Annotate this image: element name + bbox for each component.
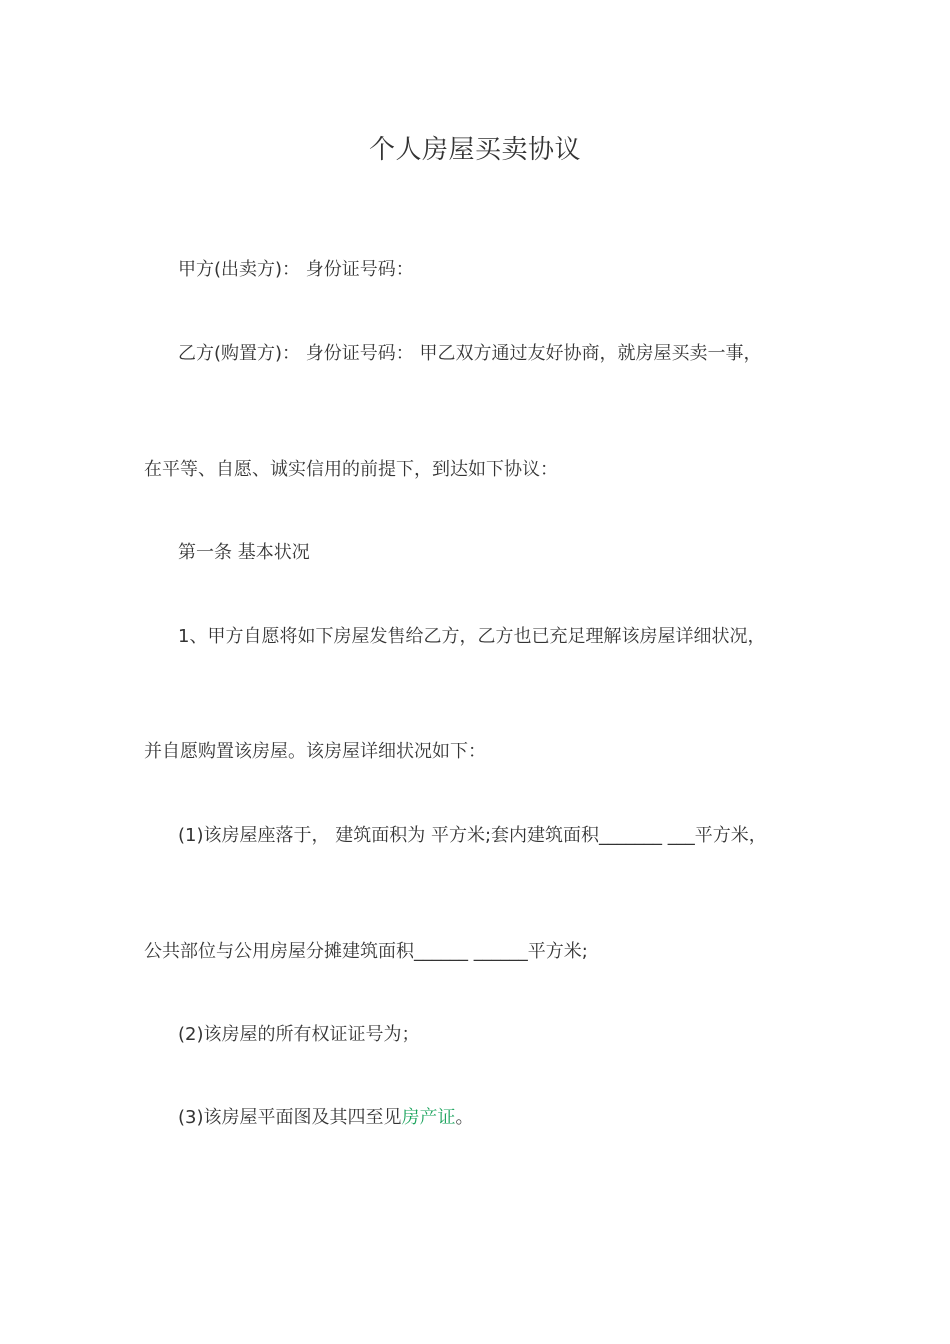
- party-a-line: 甲方(出卖方)： 身份证号码：: [178, 259, 414, 280]
- property-certificate-link[interactable]: 房产证: [401, 1107, 456, 1128]
- clause-1-item-3: [178, 1105, 474, 1131]
- clause-1-item-3-text: (3)该房屋平面图及其四至见: [178, 1107, 402, 1128]
- agreement-intro-line: 在平等、自愿、诚实信用的前提下，到达如下协议：: [144, 459, 558, 480]
- party-b-line: 乙方(购置方)： 身份证号码： 甲乙双方通过友好协商，就房屋买卖一事，: [178, 343, 762, 364]
- clause-1-item-3-end: 。: [455, 1107, 474, 1128]
- clause-1-item-2: (2)该房屋的所有权证证号为；: [178, 1024, 420, 1045]
- document-title: 个人房屋买卖协议: [368, 135, 581, 165]
- clause-1-line: 1、甲方自愿将如下房屋发售给乙方，乙方也已充足理解该房屋详细状况，: [178, 626, 766, 647]
- clause-1-item-1: (1)该房屋座落于， 建筑面积为 平方米;套内建筑面积_______ ___平方米，: [178, 825, 767, 846]
- article-one-heading: 第一条 基本状况: [178, 542, 310, 563]
- clause-1-continuation: 并自愿购置该房屋。该房屋详细状况如下：: [144, 741, 486, 762]
- clause-1-item-1-continuation: 公共部位与公用房屋分摊建筑面积______ ______平方米;: [144, 941, 588, 962]
